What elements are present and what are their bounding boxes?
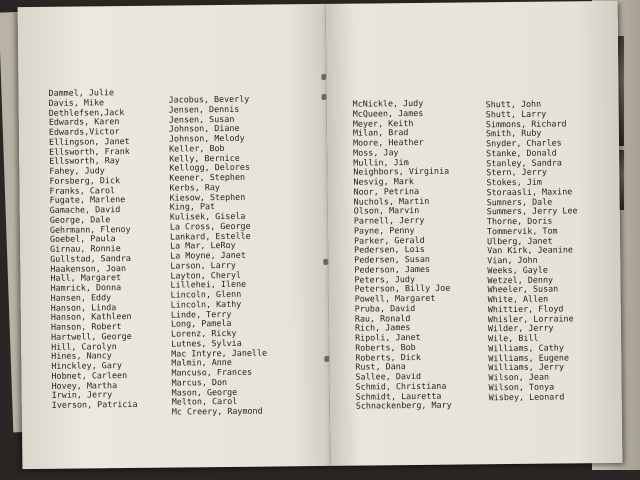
student-name: Pedersen, Lois [354, 244, 425, 255]
right-page-column-2 [486, 99, 580, 402]
student-name: Shutt, John [485, 98, 542, 110]
student-name: Irwin, Jerry [51, 389, 113, 401]
student-name: La Moyne, Janet [170, 249, 246, 261]
student-name: Hanson, Linda [50, 301, 117, 313]
student-name: Whittier, Floyd [487, 303, 564, 314]
student-name: Nesvig, Mark [353, 176, 415, 187]
student-name: Kelly, Bernice [169, 152, 240, 164]
student-name: Moss, Jay [353, 146, 399, 158]
student-name: Hall, Margaret [50, 272, 122, 284]
student-name: Dethlefsen,Jack [48, 106, 125, 118]
student-name: Ellingson, Janet [48, 135, 130, 147]
student-name: Hill, Carolyn [51, 340, 117, 352]
student-name: Kerbs, Ray [169, 181, 220, 193]
student-name: Hanson, Kathleen [50, 311, 132, 323]
student-name: Wilder, Jerry [487, 322, 554, 334]
student-name: Williams, Eugene [488, 351, 570, 363]
left-page-column-2 [169, 95, 268, 418]
student-name: White, Allen [487, 293, 549, 305]
student-name: Rust, Dana [355, 361, 406, 372]
staple-bottom [324, 356, 329, 362]
student-name: Schnackenberg, Mary [355, 399, 452, 411]
student-name: Parker, Gerald [354, 234, 425, 246]
student-name: Storaasli, Maxine [486, 186, 573, 198]
student-name: Jensen, Susan [168, 113, 235, 125]
student-name: Johnson, Diane [168, 123, 240, 134]
student-name: Ulberg, Janet [487, 235, 553, 246]
student-name: Schmid, Christiana [355, 380, 447, 392]
student-name: Wilson, Jean [488, 371, 550, 383]
student-name: Edwards, Karen [48, 116, 120, 128]
student-name: Meyer, Keith [352, 117, 414, 129]
student-name: Whisler, Lorraine [487, 312, 574, 324]
student-name: Haakenson, Joan [50, 262, 127, 274]
student-name: Malmin, Anne [171, 357, 232, 368]
student-name: Dammel, Julie [48, 87, 115, 98]
student-name: Peters, Judy [354, 273, 416, 285]
student-name: Simmons, Richard [485, 117, 567, 129]
student-name: Jacobus, Beverly [168, 93, 250, 105]
student-name: Kulisek, Gisela [169, 210, 246, 222]
student-name: Marcus, Don [171, 376, 228, 388]
student-name: Vian, John [487, 254, 538, 266]
student-name: Keener, Stephen [169, 171, 246, 183]
student-name: Smith, Ruby [485, 127, 542, 139]
student-name: Keller, Bob [169, 142, 225, 154]
student-name: Mancuso, Frances [171, 366, 253, 378]
student-name: McNickle, Judy [352, 97, 424, 109]
student-name: Lincoln, Kathy [170, 298, 242, 310]
student-name: Gullstad, Sandra [50, 252, 131, 264]
staple-top [321, 74, 326, 80]
staple-upper [322, 94, 327, 100]
student-name: Stokes, Jim [486, 176, 542, 188]
student-name: Hanson, Robert [50, 321, 122, 332]
left-page [18, 4, 331, 469]
staple-middle [323, 259, 328, 265]
student-name: Williams, Jerry [488, 361, 565, 373]
student-name: King, Pat [169, 201, 216, 212]
right-page-column-1 [353, 99, 452, 412]
student-name: Hobnet, Carleen [51, 369, 128, 381]
student-name: Lorenz, Ricky [170, 327, 237, 339]
student-name: Pruba, David [354, 302, 416, 314]
student-name: Pederson, James [354, 263, 431, 275]
student-name: Gehrmann, Flenoy [49, 223, 131, 235]
student-name: Hovey, Martha [51, 379, 118, 391]
student-name: Sallee, David [355, 370, 422, 382]
student-name: Edwards,Victor [48, 126, 120, 137]
student-name: Milan, Brad [352, 127, 409, 138]
student-name: Thorne, Doris [486, 215, 553, 227]
student-name: Schmidt, Lauretta [355, 390, 442, 402]
student-name: Stern, Jerry [486, 166, 547, 178]
student-name: George, Dale [49, 213, 111, 225]
student-name: Moore, Heather [352, 136, 424, 148]
student-name: Ellsworth, Ray [49, 155, 120, 167]
student-name: Weeks, Gayle [487, 264, 548, 275]
student-name: Summers, Jerry Lee [486, 205, 578, 217]
student-name: Williams, Cathy [488, 342, 564, 353]
student-name: Wisbey, Leonard [488, 390, 565, 402]
student-name: Pedersen, Susan [354, 253, 430, 265]
student-name: Layton, Cheryl [170, 269, 242, 281]
student-name: Mullin, Jim [353, 156, 409, 168]
student-name: Linde, Terry [170, 308, 232, 320]
student-name: Fugate, Marlene [49, 194, 126, 206]
student-name: Kiesow, Stephen [169, 191, 246, 203]
student-name: Peterson, Billy Joe [354, 282, 451, 294]
student-name: Larson, Larry [170, 259, 236, 271]
student-name: Hines, Nancy [51, 350, 112, 362]
student-name: Melton, Carol [171, 396, 238, 407]
student-name: Franks, Carol [49, 184, 116, 196]
student-name: Goebel, Paula [49, 233, 116, 245]
student-name: Neighbors, Virginia [353, 165, 450, 177]
student-name: Stanley, Sandra [486, 156, 562, 168]
student-name: Shutt, Larry [485, 108, 547, 120]
student-name: Gamache, David [49, 204, 121, 215]
open-booklet [18, 1, 623, 469]
student-name: Ellsworth, Frank [49, 145, 130, 157]
student-name: Roberts, Dick [355, 351, 421, 363]
student-name: Wilson, Tonya [488, 381, 555, 392]
student-name: Girnau, Ronnie [50, 243, 121, 254]
student-name: Sumners, Dale [486, 196, 553, 207]
student-name: Jensen, Dennis [168, 103, 240, 115]
student-name: Hartwell, George [50, 330, 132, 342]
student-name: Rich, James [354, 322, 411, 333]
student-name: Forsberg, Dick [49, 174, 121, 186]
student-name: La Mar, LeRoy [170, 240, 236, 251]
student-name: McQueen, James [352, 107, 424, 119]
student-name: Powell, Margaret [354, 292, 436, 304]
student-name: Tommervik, Tom [486, 225, 558, 237]
left-page-column-1 [48, 88, 137, 411]
student-name: Hansen, Eddy [50, 291, 112, 303]
right-page [326, 1, 623, 466]
student-name: Fahey, Judy [49, 165, 105, 176]
student-name: Roberts, Bob [355, 341, 416, 353]
student-name: Mason, George [171, 386, 238, 398]
student-name: Hinckley, Gary [51, 360, 122, 371]
student-name: Stanke, Donald [486, 147, 557, 159]
student-name: Van Kirk, Jeanine [487, 244, 573, 256]
student-name: Wile, Bill [488, 332, 539, 344]
student-name: Payne, Penny [353, 224, 415, 236]
student-name: Mc Creery, Raymond [171, 405, 263, 417]
student-name: Kellogg, Delores [169, 161, 251, 173]
student-name: Noor, Petrina [353, 185, 420, 197]
student-name: Lillehei, Ilene [170, 279, 247, 290]
student-name: Long, Pamela [170, 318, 232, 329]
student-name: Johnson, Melody [168, 132, 245, 144]
student-name: Hamrick, Donna [50, 282, 122, 293]
student-name: Parnell, Jerry [353, 214, 425, 226]
student-name: Mac Intyre, Janelle [171, 347, 268, 359]
student-name: Lankard, Estelle [169, 230, 251, 242]
student-name: Rau, Ronald [354, 312, 411, 324]
student-name: Davis, Mike [48, 97, 105, 108]
student-name: Olson, Marvin [353, 205, 420, 216]
student-name: Iverson, Patricia [51, 398, 138, 410]
student-name: La Cross, George [169, 220, 251, 232]
student-name: Snyder, Charles [485, 137, 562, 149]
student-name: Ripoli, Janet [355, 331, 421, 343]
student-name: Wheeler, Susan [487, 283, 559, 295]
student-name: Lincoln, Glenn [170, 288, 242, 300]
student-name: Nuchols, Martin [353, 195, 430, 207]
student-name: Wetzel, Denny [487, 274, 554, 285]
student-name: Lutnes, Sylvia [171, 337, 242, 349]
